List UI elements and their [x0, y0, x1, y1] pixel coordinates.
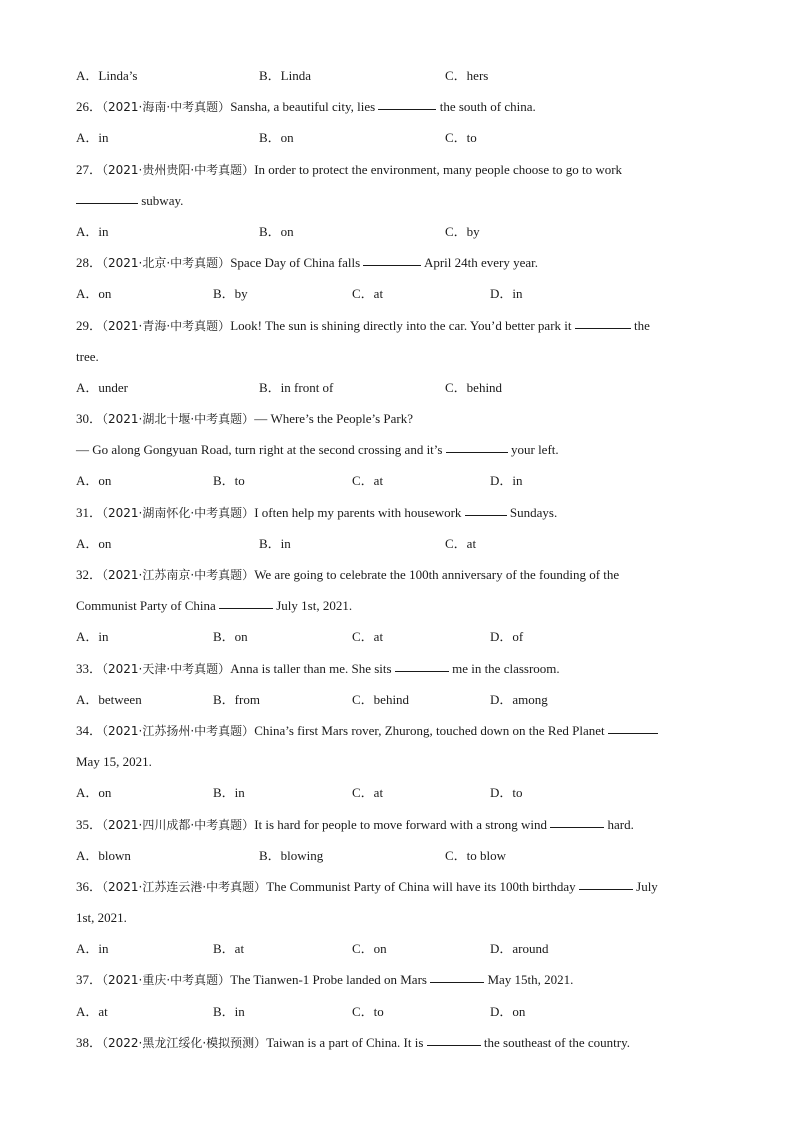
answer-option[interactable]: C．by — [445, 223, 480, 239]
answer-blank[interactable] — [465, 514, 507, 516]
answer-option[interactable]: A．on — [76, 473, 112, 489]
question-text: Communist Party of China — [76, 598, 219, 614]
question-source: （2021·天津·中考真题） — [102, 661, 231, 676]
question-number: 35． — [76, 816, 103, 832]
answer-option[interactable]: D．of — [490, 629, 524, 645]
question-text: the south of china. — [436, 99, 536, 115]
question-source: （2021·贵州贵阳·中考真题） — [102, 162, 255, 177]
answer-option[interactable]: C．at — [352, 286, 384, 302]
question-text: July — [632, 878, 658, 894]
question-text: Look! The sun is shining directly into the car. You’d better park it — [230, 317, 575, 333]
question-text: Space Day of China falls — [230, 255, 364, 271]
question-line — [76, 310, 716, 341]
answer-option[interactable]: D．in — [490, 473, 523, 489]
question-source: （2021·湖南怀化·中考真题） — [102, 505, 255, 520]
question-text: Sundays. — [506, 504, 558, 520]
question-source: （2021·江苏扬州·中考真题） — [102, 723, 255, 738]
answer-blank[interactable] — [550, 826, 604, 828]
answer-options-row — [76, 840, 716, 871]
answer-blank[interactable] — [395, 670, 449, 672]
question-text: Sansha, a beautiful city, lies — [230, 99, 379, 115]
question-text: — Where’s the People’s Park? — [254, 411, 414, 427]
answer-options-row — [76, 278, 716, 309]
question-text: China’s first Mars rover, Zhurong, touched down on the Red Planet — [254, 722, 608, 738]
answer-option[interactable]: A．in — [76, 223, 109, 239]
answer-options-row — [76, 996, 716, 1027]
answer-option[interactable]: C．at — [445, 535, 477, 551]
answer-option[interactable]: A．Linda’s — [76, 68, 138, 83]
question-number: 37． — [76, 972, 103, 988]
answer-options-row — [76, 777, 716, 808]
answer-option[interactable]: B．on — [259, 130, 294, 146]
answer-option[interactable]: B．at — [213, 941, 245, 957]
question-number: 27． — [76, 161, 103, 177]
answer-blank[interactable] — [579, 888, 633, 890]
question-line — [76, 715, 716, 746]
answer-option[interactable]: C．on — [352, 941, 387, 957]
question-line — [76, 809, 716, 840]
answer-option[interactable]: D．around — [490, 941, 549, 957]
question-line — [76, 247, 716, 278]
answer-option[interactable]: C．at — [352, 629, 384, 645]
question-text: the — [630, 317, 650, 333]
question-number: 31． — [76, 504, 103, 520]
answer-option[interactable]: B．in front of — [259, 379, 334, 395]
question-number: 29． — [76, 317, 103, 333]
question-source: （2021·重庆·中考真题） — [102, 973, 231, 988]
answer-option[interactable]: B．in — [213, 1003, 245, 1019]
question-line — [76, 653, 716, 684]
answer-options-row — [76, 684, 716, 715]
answer-option[interactable]: C．at — [352, 473, 384, 489]
question-text: April 24th every year. — [421, 255, 539, 271]
question-source: （2021·青海·中考真题） — [102, 318, 231, 333]
question-line — [76, 964, 716, 995]
answer-options-row — [76, 933, 716, 964]
answer-option[interactable]: B．Linda — [259, 68, 311, 83]
answer-option[interactable]: B．to — [213, 473, 245, 489]
answer-option[interactable]: D．among — [490, 691, 548, 707]
answer-option[interactable]: C．behind — [352, 691, 410, 707]
answer-blank[interactable] — [378, 108, 436, 110]
question-continuation — [76, 185, 716, 216]
answer-option[interactable]: A．in — [76, 941, 109, 957]
question-line — [76, 559, 716, 590]
question-text: tree. — [76, 348, 99, 364]
question-source: （2021·湖北十堰·中考真题） — [102, 412, 255, 427]
answer-option[interactable]: B．blowing — [259, 847, 324, 863]
answer-blank[interactable] — [219, 607, 273, 609]
answer-option[interactable]: C．at — [352, 785, 384, 801]
answer-option[interactable]: D．on — [490, 1003, 526, 1019]
answer-option[interactable]: C．to blow — [445, 847, 507, 863]
answer-option[interactable]: A．on — [76, 785, 112, 801]
answer-option[interactable]: A．under — [76, 379, 128, 395]
answer-options-row — [76, 528, 716, 559]
answer-option[interactable]: A．in — [76, 629, 109, 645]
question-text: I often help my parents with housework — [254, 504, 465, 520]
question-continuation — [76, 341, 716, 372]
answer-blank[interactable] — [427, 1044, 481, 1046]
question-text: the southeast of the country. — [480, 1034, 630, 1050]
answer-option[interactable]: A．between — [76, 691, 142, 707]
answer-option[interactable]: B．in — [259, 535, 291, 551]
answer-blank[interactable] — [608, 732, 658, 734]
question-number: 30． — [76, 411, 103, 427]
answer-option[interactable]: A．at — [76, 1003, 108, 1019]
answer-option[interactable]: B．from — [213, 691, 260, 707]
question-line — [76, 1027, 716, 1058]
question-text: The Tianwen-1 Probe landed on Mars — [230, 972, 431, 988]
answer-blank[interactable] — [430, 981, 484, 983]
question-source: （2021·海南·中考真题） — [102, 100, 231, 115]
question-number: 38． — [76, 1034, 103, 1050]
question-source: （2022·黑龙江绥化·模拟预测） — [102, 1035, 267, 1050]
question-text: It is hard for people to move forward with a strong wind — [254, 816, 551, 832]
answer-options-row — [76, 216, 716, 247]
question-text: — Go along Gongyuan Road, turn right at the second crossing and it’s — [76, 442, 446, 458]
question-number: 28． — [76, 255, 103, 271]
answer-option[interactable]: C．to — [445, 130, 477, 146]
question-continuation — [76, 746, 716, 777]
question-line — [76, 154, 716, 185]
worksheet-page — [76, 60, 716, 1058]
question-text: Anna is taller than me. She sits — [230, 660, 395, 676]
question-line — [76, 91, 716, 122]
answer-option[interactable]: C．hers — [445, 68, 489, 83]
question-text: your left. — [507, 442, 559, 458]
question-text: me in the classroom. — [448, 660, 560, 676]
answer-option[interactable]: A．on — [76, 286, 112, 302]
answer-option[interactable]: C．behind — [445, 379, 503, 395]
answer-option[interactable]: A．on — [76, 535, 112, 551]
answer-option[interactable]: C．to — [352, 1003, 384, 1019]
answer-option[interactable]: B．by — [213, 286, 248, 302]
question-text: We are going to celebrate the 100th anniversary of the founding of the — [254, 567, 620, 582]
answer-option[interactable]: B．on — [213, 629, 248, 645]
answer-blank[interactable] — [446, 451, 508, 453]
question-line — [76, 497, 716, 528]
answer-option[interactable]: B．on — [259, 223, 294, 239]
question-line — [76, 403, 716, 434]
question-text: In order to protect the environment, many people choose to go to work — [254, 161, 623, 177]
question-text: Taiwan is a part of China. It is — [266, 1034, 427, 1050]
answer-option[interactable]: D．in — [490, 286, 523, 302]
question-continuation — [76, 590, 716, 621]
question-text: May 15th, 2021. — [484, 972, 574, 988]
question-number: 34． — [76, 722, 103, 738]
question-continuation — [76, 434, 716, 465]
question-text: The Communist Party of China will have its 100th birthday — [266, 878, 579, 894]
question-source: （2021·北京·中考真题） — [102, 256, 231, 271]
question-number: 26． — [76, 99, 103, 115]
answer-options-row — [76, 465, 716, 496]
answer-options-row — [76, 122, 716, 153]
question-number: 32． — [76, 567, 103, 582]
question-source: （2021·江苏连云港·中考真题） — [102, 879, 267, 894]
answer-option[interactable]: A．blown — [76, 847, 131, 863]
question-text: hard. — [604, 816, 634, 832]
answer-option[interactable]: B．in — [213, 785, 245, 801]
answer-blank[interactable] — [76, 202, 138, 204]
question-text: subway. — [138, 192, 184, 208]
answer-blank[interactable] — [575, 327, 631, 329]
answer-options-row — [76, 621, 716, 652]
question-source: （2021·江苏南京·中考真题） — [102, 568, 255, 582]
question-continuation — [76, 902, 716, 933]
answer-options-row — [76, 60, 716, 91]
answer-options-row — [76, 372, 716, 403]
question-number: 36． — [76, 878, 103, 894]
question-number: 33． — [76, 660, 103, 676]
answer-option[interactable]: A．in — [76, 130, 109, 146]
question-line — [76, 871, 716, 902]
answer-option[interactable]: D．to — [490, 785, 523, 801]
question-source: （2021·四川成都·中考真题） — [102, 817, 255, 832]
question-text: May 15, 2021. — [76, 754, 152, 770]
question-text: July 1st, 2021. — [273, 598, 353, 614]
answer-blank[interactable] — [363, 264, 421, 266]
question-text: 1st, 2021. — [76, 910, 127, 926]
